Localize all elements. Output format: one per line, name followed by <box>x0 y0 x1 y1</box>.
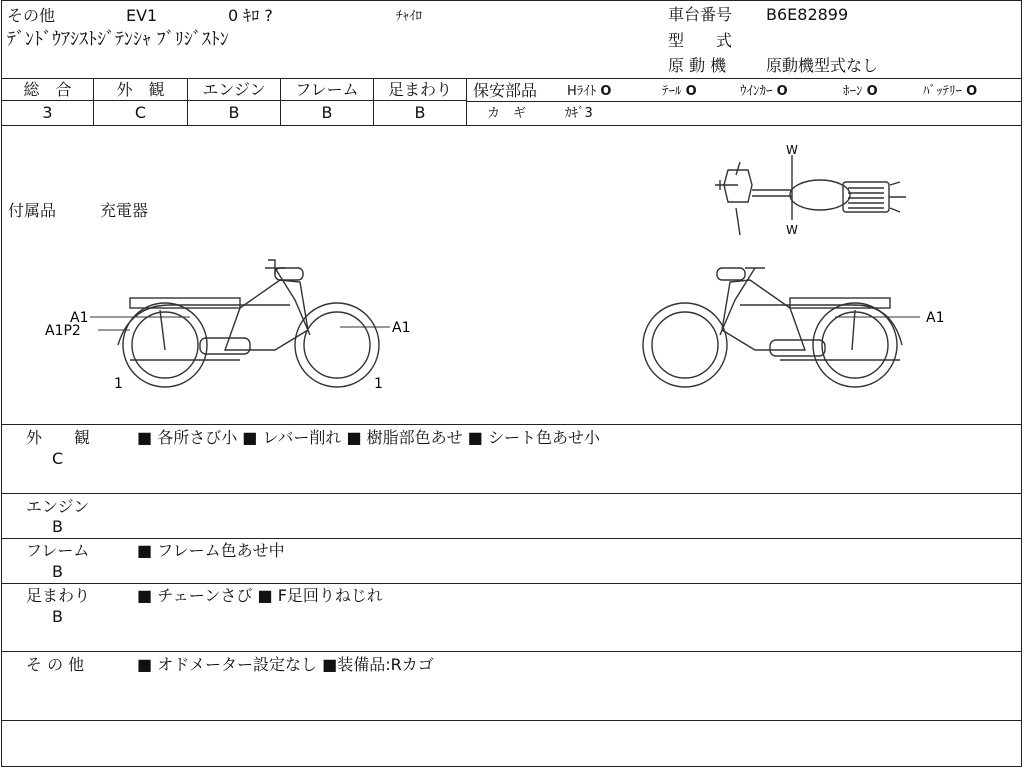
frame-no-label: 車台番号 <box>668 5 733 24</box>
scooter-top-view <box>700 140 920 240</box>
safety-label: 保安部品 <box>473 81 538 100</box>
color: ﾁｬｲﾛ <box>396 9 422 24</box>
frame-grade-label: フレーム <box>295 80 359 99</box>
engine-value: 原動機型式なし <box>766 56 879 75</box>
rule <box>467 101 1022 102</box>
remark-suspension-text: ■ チェーンさび ■ F足回りねじれ <box>137 586 383 605</box>
mileage: 0 ｷﾛ ? <box>228 6 273 25</box>
scooter-right-view <box>630 255 960 395</box>
remark-frame-label: フレーム <box>26 541 90 560</box>
type-label: 型 式 <box>668 31 733 50</box>
remark-frame-grade: B <box>52 562 63 581</box>
remark-exterior-text: ■ 各所さび小 ■ レバー削れ ■ 樹脂部色あせ ■ シート色あせ小 <box>137 428 600 447</box>
safety-item-battery: ﾊﾞｯﾃﾘｰ O <box>923 84 978 99</box>
safety-item-horn: ﾎｰﾝ O <box>843 84 878 99</box>
accessories-value: 充電器 <box>100 201 149 220</box>
remark-other-text: ■ オドメーター設定なし ■装備品:Rカゴ <box>137 655 434 674</box>
safety-item-headlight: Hﾗｲﾄ O <box>567 84 612 99</box>
suspension-grade: B <box>414 103 426 122</box>
remark-engine-grade: B <box>52 517 63 536</box>
exterior-label: 外 観 <box>116 80 165 99</box>
rule <box>1 125 1022 126</box>
suspension-grade-label: 足まわり <box>387 80 452 99</box>
mark-a1-right: A1 <box>926 310 945 326</box>
key-value: ｶｷﾞ3 <box>565 106 593 121</box>
vehicle-name: ﾃﾞﾝﾄﾞｳｱｼｽﾄｼﾞﾃﾝｼｬ ﾌﾞﾘｼﾞｽﾄﾝ <box>7 29 229 50</box>
rule <box>1 538 1022 539</box>
mark-a1p2: A1P2 <box>45 323 81 339</box>
safety-item-winker: ｳｲﾝｶｰ O <box>740 84 788 99</box>
exterior-grade: C <box>134 103 147 122</box>
category-label: その他 <box>7 6 56 25</box>
overall-grade: 3 <box>42 103 53 122</box>
rule <box>1 651 1022 652</box>
remark-suspension-label: 足まわり <box>26 586 91 605</box>
rule <box>1 100 467 101</box>
remark-exterior-grade: C <box>52 449 64 468</box>
engine-grade: B <box>228 103 240 122</box>
remark-suspension-grade: B <box>52 607 63 626</box>
key-label: カ ギ <box>487 106 527 121</box>
rule <box>1 424 1022 425</box>
w-mark-top: W <box>786 143 798 157</box>
remark-engine-label: エンジン <box>26 497 90 516</box>
w-mark-bottom: W <box>786 223 798 237</box>
engine-grade-label: エンジン <box>202 80 266 99</box>
rule <box>1 493 1022 494</box>
mark-a1-left: A1 <box>70 310 89 326</box>
engine-label: 原 動 機 <box>668 56 727 75</box>
frame-no-value: B6E82899 <box>766 5 849 24</box>
mark-a1-front: A1 <box>392 320 411 336</box>
safety-item-tail: ﾃｰﾙ O <box>662 84 697 99</box>
frame-grade: B <box>321 103 333 122</box>
rule <box>1 720 1022 721</box>
mark-1-front: 1 <box>374 376 383 392</box>
overall-label: 総 合 <box>23 80 72 99</box>
model-code: EV1 <box>126 6 158 25</box>
mark-1-rear: 1 <box>114 376 123 392</box>
rule <box>466 78 467 125</box>
rule <box>1 78 1022 79</box>
remark-frame-text: ■ フレーム色あせ中 <box>137 541 285 560</box>
remark-other-label: そ の 他 <box>26 655 85 674</box>
rule <box>1 583 1022 584</box>
scooter-left-view <box>40 250 411 395</box>
remark-exterior-label: 外 観 <box>26 428 91 447</box>
accessories-label: 付属品 <box>8 201 57 220</box>
